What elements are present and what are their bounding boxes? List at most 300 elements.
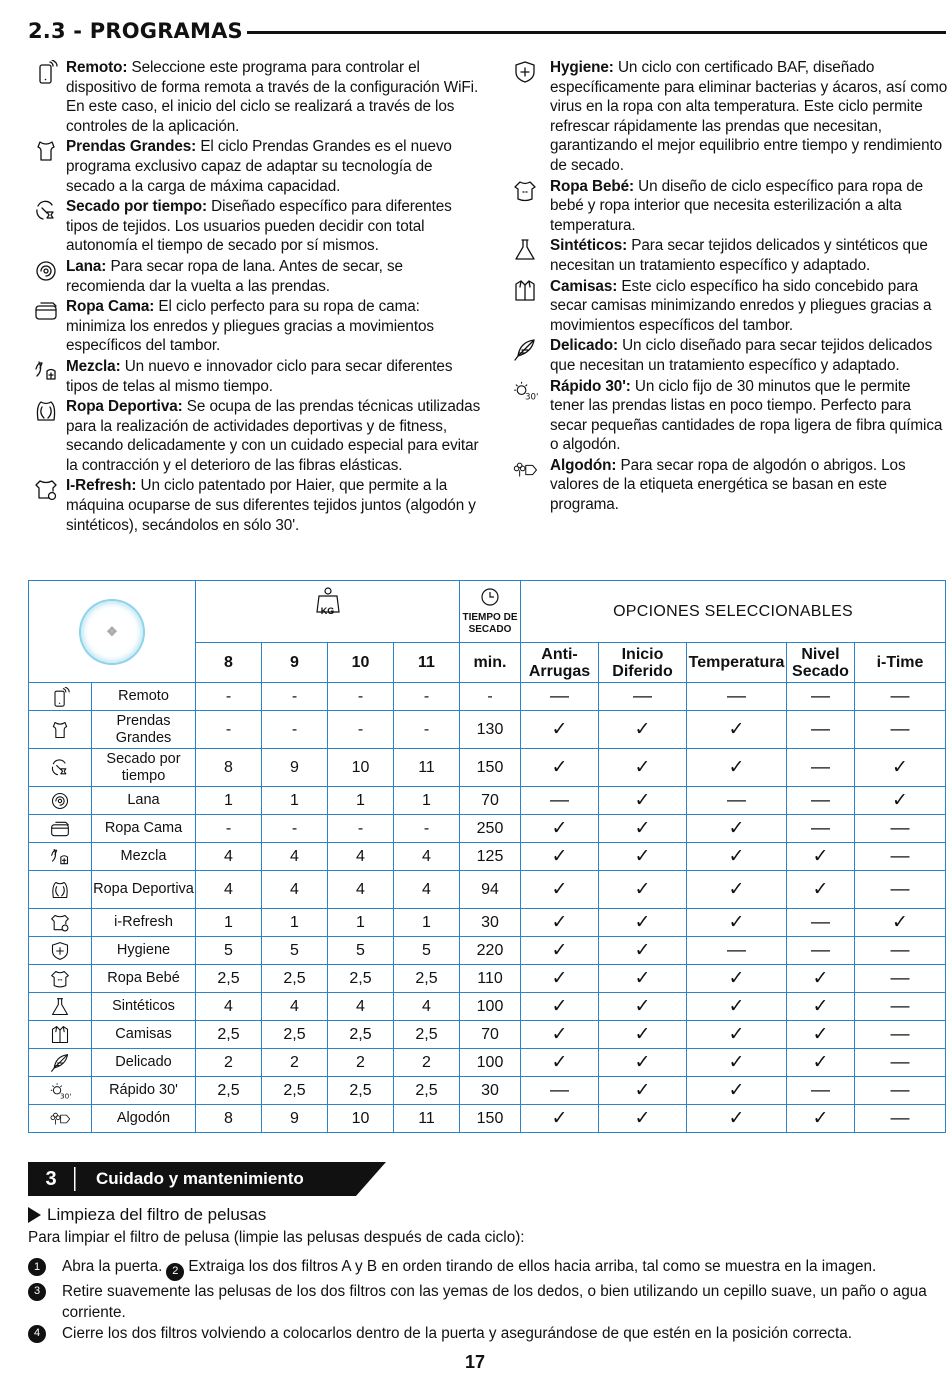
sportswear-icon bbox=[29, 871, 92, 909]
program-item bbox=[26, 297, 482, 356]
dial-cell bbox=[29, 581, 196, 683]
hygiene-icon bbox=[500, 58, 550, 84]
load-cell: - bbox=[328, 815, 394, 843]
option-check-icon: ✓ bbox=[687, 711, 787, 749]
option-check-icon: ✓ bbox=[855, 749, 946, 787]
minutes-cell: 130 bbox=[460, 711, 521, 749]
program-description bbox=[66, 297, 482, 356]
programs-right-column bbox=[500, 58, 948, 516]
option-dash: — bbox=[787, 815, 855, 843]
i-refresh-icon bbox=[29, 909, 92, 937]
program-name: Prendas Grandes: bbox=[66, 138, 197, 156]
program-description bbox=[66, 357, 482, 396]
program-text: Un ciclo diseñado para secar tejidos delicados que necesitan un tratamiento específico y adaptado. bbox=[550, 337, 933, 374]
option-check-icon: ✓ bbox=[687, 993, 787, 1021]
program-text: Un ciclo con certificado BAF, diseñado específicamente para eliminar bacterias y ácaros, así como virus en la ropa con alta temperatura. Este ciclo permite refrescar rápidamente las prendas que necesitan, garantizando el mejor equilibrio entre tiempo y rendimiento de secado. bbox=[550, 59, 948, 174]
lint-heading-text: Limpieza del filtro de pelusas bbox=[47, 1205, 267, 1224]
load-cell: - bbox=[328, 711, 394, 749]
load-cell: 5 bbox=[328, 937, 394, 965]
option-check-icon: ✓ bbox=[787, 1021, 855, 1049]
option-dash: — bbox=[855, 1077, 946, 1105]
option-dash: — bbox=[787, 749, 855, 787]
program-description bbox=[550, 377, 948, 455]
option-dash: — bbox=[855, 965, 946, 993]
option-check-icon: ✓ bbox=[521, 711, 599, 749]
minutes-cell: 100 bbox=[460, 1049, 521, 1077]
load-cell: 1 bbox=[262, 787, 328, 815]
option-check-icon: ✓ bbox=[599, 749, 687, 787]
load-cell: 2,5 bbox=[196, 1021, 262, 1049]
load-cell: 8 bbox=[196, 749, 262, 787]
option-check-icon: ✓ bbox=[855, 909, 946, 937]
option-header: Nivel Secado bbox=[787, 643, 855, 683]
cotton-icon bbox=[500, 456, 550, 482]
option-dash: — bbox=[687, 937, 787, 965]
section-title bbox=[28, 16, 946, 46]
load-cell: 11 bbox=[394, 749, 460, 787]
minutes-cell: 30 bbox=[460, 909, 521, 937]
table-body bbox=[29, 683, 946, 1133]
minutes-cell: 150 bbox=[460, 1105, 521, 1133]
load-cell: 5 bbox=[262, 937, 328, 965]
load-cell: 9 bbox=[262, 1105, 328, 1133]
program-text: Seleccione este programa para controlar el dispositivo de forma remota a través de la configuración WiFi. En este caso, el inicio del ciclo se realizará a través de los controles de la aplicación. bbox=[66, 59, 479, 135]
capacity-header: 8 bbox=[196, 643, 262, 683]
program-name: Ropa Deportiva: bbox=[66, 398, 183, 416]
program-name-cell: Delicado bbox=[92, 1049, 196, 1077]
load-cell: 10 bbox=[328, 1105, 394, 1133]
option-check-icon: ✓ bbox=[599, 1077, 687, 1105]
load-cell: 4 bbox=[328, 871, 394, 909]
load-cell: 4 bbox=[328, 843, 394, 871]
minutes-header: min. bbox=[460, 643, 521, 683]
load-cell: 9 bbox=[262, 749, 328, 787]
triangle-bullet-icon bbox=[28, 1207, 41, 1223]
option-check-icon: ✓ bbox=[687, 1049, 787, 1077]
load-cell: 2,5 bbox=[196, 1077, 262, 1105]
option-dash: — bbox=[599, 683, 687, 711]
baby-clothes-icon bbox=[500, 177, 550, 203]
option-check-icon: ✓ bbox=[599, 965, 687, 993]
load-cell: 2,5 bbox=[394, 965, 460, 993]
table-row bbox=[29, 909, 946, 937]
program-name: Rápido 30': bbox=[550, 377, 631, 395]
load-cell: - bbox=[394, 711, 460, 749]
step-text-1-2 bbox=[62, 1256, 876, 1281]
option-check-icon: ✓ bbox=[521, 1105, 599, 1133]
program-name: Ropa Bebé: bbox=[550, 177, 634, 195]
load-cell: 4 bbox=[262, 993, 328, 1021]
load-cell: 4 bbox=[196, 871, 262, 909]
program-item bbox=[26, 137, 482, 196]
program-name: Camisas: bbox=[550, 277, 618, 295]
table-row bbox=[29, 1105, 946, 1133]
table-row bbox=[29, 1077, 946, 1105]
option-check-icon: ✓ bbox=[687, 965, 787, 993]
option-check-icon: ✓ bbox=[521, 1021, 599, 1049]
program-item bbox=[26, 357, 482, 396]
option-dash: — bbox=[855, 993, 946, 1021]
load-cell: - bbox=[196, 815, 262, 843]
option-check-icon: ✓ bbox=[599, 711, 687, 749]
step-text-2: Extraiga los dos filtros A y B en orden tirando de ellos hacia arriba, tal como se muestra en la imagen. bbox=[188, 1258, 877, 1275]
lint-intro: Para limpiar el filtro de pelusa (limpie las pelusas después de cada ciclo): bbox=[28, 1229, 525, 1246]
program-description bbox=[550, 336, 948, 375]
load-cell: - bbox=[262, 711, 328, 749]
program-name-cell: Sintéticos bbox=[92, 993, 196, 1021]
option-check-icon: ✓ bbox=[521, 965, 599, 993]
load-cell: 4 bbox=[328, 993, 394, 1021]
step-text-4: Cierre los dos filtros volviendo a colocarlos dentro de la puerta y asegurándose de que estén en la posición correcta. bbox=[62, 1324, 852, 1342]
table-row bbox=[29, 683, 946, 711]
program-text: Un nuevo e innovador ciclo para secar diferentes tipos de telas al mismo tiempo. bbox=[66, 357, 453, 395]
program-name-cell: Hygiene bbox=[92, 937, 196, 965]
option-header: i-Time bbox=[855, 643, 946, 683]
minutes-cell: 94 bbox=[460, 871, 521, 909]
table-row bbox=[29, 993, 946, 1021]
option-check-icon: ✓ bbox=[787, 843, 855, 871]
option-header: Inicio Diferido bbox=[599, 643, 687, 683]
step-text-3: Retire suavemente las pelusas de los dos filtros con las yemas de los dedos, o bien utilizando un cepillo suave, un paño o agua corriente. bbox=[62, 1282, 927, 1321]
program-item bbox=[26, 197, 482, 256]
program-item bbox=[26, 476, 482, 535]
program-name-cell: Ropa Bebé bbox=[92, 965, 196, 993]
load-cell: 2,5 bbox=[262, 965, 328, 993]
smartphone-icon bbox=[29, 683, 92, 711]
option-dash: — bbox=[855, 815, 946, 843]
program-name-cell: Lana bbox=[92, 787, 196, 815]
rapid-30-icon bbox=[500, 377, 550, 403]
option-check-icon: ✓ bbox=[855, 787, 946, 815]
program-name-cell: Remoto bbox=[92, 683, 196, 711]
feather-icon bbox=[500, 336, 550, 362]
option-dash: — bbox=[787, 1077, 855, 1105]
hygiene-icon bbox=[29, 937, 92, 965]
program-item bbox=[500, 236, 948, 275]
option-check-icon: ✓ bbox=[787, 993, 855, 1021]
load-cell: - bbox=[394, 683, 460, 711]
option-header: Temperatura bbox=[687, 643, 787, 683]
option-check-icon: ✓ bbox=[787, 1049, 855, 1077]
load-cell: 10 bbox=[328, 749, 394, 787]
option-check-icon: ✓ bbox=[599, 937, 687, 965]
program-name: Delicado: bbox=[550, 337, 618, 355]
option-check-icon: ✓ bbox=[599, 909, 687, 937]
chapter-title: Cuidado y mantenimiento bbox=[96, 1169, 304, 1188]
program-name: Sintéticos: bbox=[550, 237, 628, 255]
program-name: I-Refresh: bbox=[66, 477, 137, 495]
program-text: Este ciclo específico ha sido concebido para secar camisas minimizando enredos y pliegues gracias a movimientos específicos del tambor. bbox=[550, 277, 932, 334]
option-check-icon: ✓ bbox=[787, 965, 855, 993]
capacity-header: 10 bbox=[328, 643, 394, 683]
minutes-cell: 110 bbox=[460, 965, 521, 993]
table-row bbox=[29, 1021, 946, 1049]
load-cell: 2 bbox=[328, 1049, 394, 1077]
program-description bbox=[66, 257, 482, 296]
table-row bbox=[29, 843, 946, 871]
load-cell: - bbox=[328, 683, 394, 711]
option-dash: — bbox=[855, 871, 946, 909]
page-number: 17 bbox=[464, 1352, 486, 1372]
wool-icon bbox=[29, 787, 92, 815]
table-row bbox=[29, 815, 946, 843]
minutes-cell: 70 bbox=[460, 787, 521, 815]
program-name-cell: Rápido 30' bbox=[92, 1077, 196, 1105]
lint-filter-heading bbox=[28, 1205, 266, 1225]
large-garment-icon bbox=[29, 711, 92, 749]
program-name-cell: Secado por tiempo bbox=[92, 749, 196, 787]
program-text: Para secar tejidos delicados y sintéticos que necesitan un tratamiento específico y adaptado. bbox=[550, 237, 928, 274]
option-dash: — bbox=[521, 787, 599, 815]
option-check-icon: ✓ bbox=[521, 815, 599, 843]
option-check-icon: ✓ bbox=[687, 843, 787, 871]
mix-icon bbox=[29, 843, 92, 871]
program-text: Un ciclo fijo de 30 minutos que le permite tener las prendas listas en poco tiempo. Perfecto para secar pequeñas cantidades de ropa ligera de fibra química o algodón. bbox=[550, 377, 943, 454]
program-description bbox=[66, 58, 482, 136]
program-description bbox=[66, 476, 482, 535]
load-cell: 4 bbox=[262, 871, 328, 909]
program-description bbox=[550, 456, 948, 515]
load-cell: - bbox=[196, 711, 262, 749]
option-dash: — bbox=[787, 937, 855, 965]
minutes-cell: 220 bbox=[460, 937, 521, 965]
minutes-cell: 250 bbox=[460, 815, 521, 843]
synthetics-flask-icon bbox=[29, 993, 92, 1021]
program-name-cell: Mezcla bbox=[92, 843, 196, 871]
program-text: Para secar ropa de algodón o abrigos. Los valores de la etiqueta energética se basan en este programa. bbox=[550, 456, 906, 514]
minutes-cell: 125 bbox=[460, 843, 521, 871]
load-cell: 1 bbox=[196, 909, 262, 937]
load-cell: 2 bbox=[394, 1049, 460, 1077]
sportswear-icon bbox=[26, 397, 66, 423]
shirt-icon bbox=[29, 1021, 92, 1049]
option-dash: — bbox=[687, 787, 787, 815]
bedding-icon bbox=[26, 297, 66, 323]
program-text: El ciclo perfecto para su ropa de cama: minimiza los enredos y pliegues gracias a movimientos específicos del tambor. bbox=[66, 298, 434, 355]
load-cell: - bbox=[262, 815, 328, 843]
option-check-icon: ✓ bbox=[687, 749, 787, 787]
option-check-icon: ✓ bbox=[599, 843, 687, 871]
option-dash: — bbox=[855, 1021, 946, 1049]
load-cell: 11 bbox=[394, 1105, 460, 1133]
load-cell: 1 bbox=[328, 909, 394, 937]
load-cell: 4 bbox=[394, 871, 460, 909]
svg-text:30': 30' bbox=[60, 1090, 71, 1100]
load-cell: - bbox=[196, 683, 262, 711]
load-cell: 1 bbox=[394, 787, 460, 815]
smartphone-icon bbox=[26, 58, 66, 84]
option-dash: — bbox=[787, 787, 855, 815]
load-cell: 2,5 bbox=[394, 1021, 460, 1049]
option-check-icon: ✓ bbox=[521, 993, 599, 1021]
program-name: Hygiene: bbox=[550, 59, 614, 76]
option-dash: — bbox=[855, 843, 946, 871]
program-text: El ciclo Prendas Grandes es el nuevo programa exclusivo capaz de adaptar su tecnología de secado a la carga de máxima capacidad. bbox=[66, 138, 452, 195]
shirt-icon bbox=[500, 277, 550, 303]
options-title: OPCIONES SELECCIONABLES bbox=[521, 581, 946, 643]
load-cell: 2,5 bbox=[394, 1077, 460, 1105]
load-cell: 4 bbox=[262, 843, 328, 871]
program-description bbox=[66, 137, 482, 196]
program-name: Mezcla: bbox=[66, 357, 121, 375]
chapter-number: 3 bbox=[45, 1167, 57, 1190]
i-refresh-icon bbox=[26, 476, 66, 502]
synthetics-flask-icon bbox=[500, 236, 550, 262]
title-rule bbox=[247, 31, 946, 34]
option-check-icon: ✓ bbox=[599, 871, 687, 909]
option-header: Anti-Arrugas bbox=[521, 643, 599, 683]
option-check-icon: ✓ bbox=[521, 1049, 599, 1077]
option-check-icon: ✓ bbox=[687, 871, 787, 909]
minutes-cell: 70 bbox=[460, 1021, 521, 1049]
table-row bbox=[29, 749, 946, 787]
program-item bbox=[500, 336, 948, 375]
load-cell: 1 bbox=[262, 909, 328, 937]
load-cell: - bbox=[262, 683, 328, 711]
bedding-icon bbox=[29, 815, 92, 843]
program-description bbox=[66, 397, 482, 475]
load-cell: 5 bbox=[394, 937, 460, 965]
table-row bbox=[29, 711, 946, 749]
cotton-icon bbox=[29, 1105, 92, 1133]
svg-text:30': 30' bbox=[525, 392, 538, 403]
program-name: Lana: bbox=[66, 257, 107, 275]
option-dash: — bbox=[687, 683, 787, 711]
load-cell: 2,5 bbox=[328, 1021, 394, 1049]
step-row-4 bbox=[28, 1323, 946, 1344]
minutes-cell: 30 bbox=[460, 1077, 521, 1105]
lint-steps bbox=[28, 1256, 946, 1344]
option-dash: — bbox=[855, 711, 946, 749]
program-item bbox=[26, 397, 482, 475]
time-header bbox=[460, 581, 521, 643]
load-cell: 4 bbox=[394, 843, 460, 871]
option-dash: — bbox=[787, 909, 855, 937]
program-text: Un ciclo patentado por Haier, que permite a la máquina ocuparse de sus diferentes tejidos juntos (algodón y sintéticos), secándolos en sólo 30'. bbox=[66, 477, 476, 534]
program-item bbox=[500, 177, 948, 236]
option-dash: — bbox=[521, 683, 599, 711]
program-description bbox=[66, 197, 482, 256]
load-cell: 2,5 bbox=[196, 965, 262, 993]
load-cell: 4 bbox=[394, 993, 460, 1021]
program-name-cell: Camisas bbox=[92, 1021, 196, 1049]
kg-label: KG bbox=[320, 606, 335, 616]
program-item bbox=[500, 58, 948, 176]
capacity-header: 11 bbox=[394, 643, 460, 683]
option-check-icon: ✓ bbox=[787, 871, 855, 909]
option-dash: — bbox=[521, 1077, 599, 1105]
program-name-cell: i-Refresh bbox=[92, 909, 196, 937]
load-cell: 2 bbox=[262, 1049, 328, 1077]
option-check-icon: ✓ bbox=[521, 749, 599, 787]
option-check-icon: ✓ bbox=[521, 843, 599, 871]
program-dial-icon: ❖ bbox=[81, 601, 143, 663]
table-row bbox=[29, 965, 946, 993]
baby-clothes-icon bbox=[29, 965, 92, 993]
program-name-cell: Prendas Grandes bbox=[92, 711, 196, 749]
program-item bbox=[500, 377, 948, 455]
minutes-cell: 150 bbox=[460, 749, 521, 787]
program-text: Un diseño de ciclo específico para ropa de bebé y ropa interior que necesita esterilización a alta temperatura. bbox=[550, 177, 924, 234]
option-dash: — bbox=[855, 1049, 946, 1077]
feather-icon bbox=[29, 1049, 92, 1077]
program-name: Ropa Cama: bbox=[66, 298, 155, 316]
option-check-icon: ✓ bbox=[687, 815, 787, 843]
program-name: Secado por tiempo: bbox=[66, 198, 207, 216]
program-description bbox=[550, 236, 948, 275]
programs-table bbox=[28, 580, 946, 1133]
option-dash: — bbox=[787, 711, 855, 749]
program-item bbox=[26, 257, 482, 296]
program-item bbox=[500, 456, 948, 515]
option-check-icon: ✓ bbox=[599, 993, 687, 1021]
time-label: TIEMPO DE SECADO bbox=[462, 612, 518, 635]
load-cell: 8 bbox=[196, 1105, 262, 1133]
load-cell: 5 bbox=[196, 937, 262, 965]
step-text-1: Abra la puerta. bbox=[62, 1258, 163, 1275]
load-cell: 4 bbox=[196, 993, 262, 1021]
option-check-icon: ✓ bbox=[687, 1105, 787, 1133]
option-check-icon: ✓ bbox=[687, 1021, 787, 1049]
step-row-1 bbox=[28, 1256, 946, 1281]
program-name: Algodón: bbox=[550, 456, 617, 474]
option-check-icon: ✓ bbox=[687, 1077, 787, 1105]
table-row bbox=[29, 787, 946, 815]
minutes-cell: 100 bbox=[460, 993, 521, 1021]
step-number-3: 3 bbox=[28, 1283, 46, 1301]
load-cell: 2,5 bbox=[328, 965, 394, 993]
step-number-4: 4 bbox=[28, 1325, 46, 1343]
programs-left-column bbox=[26, 58, 482, 536]
load-cell: 1 bbox=[394, 909, 460, 937]
large-garment-icon bbox=[26, 137, 66, 163]
program-text: Para secar ropa de lana. Antes de secar, se recomienda dar la vuelta a las prendas. bbox=[66, 257, 403, 295]
option-check-icon: ✓ bbox=[521, 909, 599, 937]
program-name-cell: Ropa Cama bbox=[92, 815, 196, 843]
option-check-icon: ✓ bbox=[787, 1105, 855, 1133]
load-cell: 4 bbox=[196, 843, 262, 871]
load-cell: 1 bbox=[328, 787, 394, 815]
table-row bbox=[29, 871, 946, 909]
program-text: Se ocupa de las prendas técnicas utilizadas para la realización de actividades deportivas y de fitness, secando delicadamente y con un cuidado especial para evitar la contracción y el deterioro de las fibras elásticas. bbox=[66, 398, 481, 474]
step-number-2: 2 bbox=[166, 1263, 184, 1281]
load-cell: - bbox=[394, 815, 460, 843]
step-row-3 bbox=[28, 1281, 946, 1323]
step-number-1: 1 bbox=[28, 1258, 46, 1276]
option-check-icon: ✓ bbox=[599, 815, 687, 843]
chapter-banner bbox=[28, 1162, 386, 1196]
section-title-text: 2.3 - PROGRAMAS bbox=[28, 19, 243, 43]
option-dash: — bbox=[855, 683, 946, 711]
option-dash: — bbox=[787, 683, 855, 711]
option-check-icon: ✓ bbox=[599, 1105, 687, 1133]
program-name-cell: Algodón bbox=[92, 1105, 196, 1133]
program-item bbox=[26, 58, 482, 136]
program-item bbox=[500, 277, 948, 336]
rapid-30-icon bbox=[29, 1077, 92, 1105]
load-cell: 2,5 bbox=[328, 1077, 394, 1105]
load-cell: 2,5 bbox=[262, 1077, 328, 1105]
option-check-icon: ✓ bbox=[521, 871, 599, 909]
clock-icon bbox=[480, 587, 500, 607]
weight-header bbox=[196, 581, 460, 643]
capacity-header: 9 bbox=[262, 643, 328, 683]
wool-icon bbox=[26, 257, 66, 283]
option-check-icon: ✓ bbox=[521, 937, 599, 965]
program-name-cell: Ropa Deportiva bbox=[92, 871, 196, 909]
load-cell: 2,5 bbox=[262, 1021, 328, 1049]
option-dash: — bbox=[855, 937, 946, 965]
